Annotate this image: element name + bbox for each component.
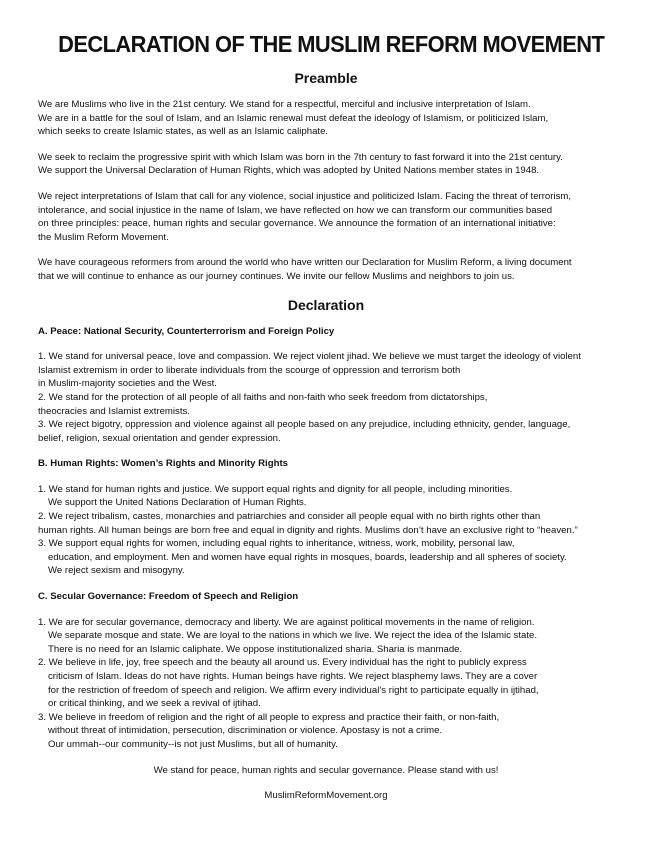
text-line: 2. We stand for the protection of all people of all faiths and non-faith who seek freedom from dictatorships, — [38, 391, 488, 403]
text-line: 1. We stand for human rights and justice. We support equal rights and dignity for all people, including minorities. — [38, 483, 513, 495]
text-line: Our ummah--our community--is not just Muslims, but all of humanity. — [48, 738, 338, 750]
text-line: on three principles: peace, human rights and secular governance. We announce the formation of an international initiative: — [38, 218, 556, 230]
text-line: We separate mosque and state. We are loyal to the nations in which we live. We reject the idea of the Islamic state. — [48, 630, 538, 642]
text-line: We seek to reclaim the progressive spirit with which Islam was born in the 7th century to fast forward it into the 21st century. — [38, 151, 563, 163]
text-line: in Muslim-majority societies and the West. — [38, 378, 217, 390]
text-line: for the restriction of freedom of speech and religion. We affirm every individual’s right to participate equally in ijtihad, — [48, 684, 539, 696]
text-line: There is no need for an Islamic caliphate. We oppose institutionalized sharia. Sharia is manmade. — [48, 643, 463, 655]
text-line: We support the Universal Declaration of Human Rights, which was adopted by United Nations member states in 1948. — [38, 165, 540, 177]
section-b-heading: B. Human Rights: Women’s Rights and Minority Rights — [38, 458, 288, 470]
section-a-heading: A. Peace: National Security, Counterterrorism and Foreign Policy — [38, 325, 335, 337]
text-line: 3. We believe in freedom of religion and the right of all people to express and practice their faith, or non-faith, — [38, 711, 500, 723]
preamble-paragraph-3 — [38, 190, 614, 244]
text-line: 2. We reject tribalism, castes, monarchies and patriarchies and consider all people equal with no birth rights other than — [38, 511, 541, 523]
section-a-list — [38, 350, 614, 445]
preamble-paragraph-4 — [38, 256, 614, 283]
text-line: 3. We reject bigotry, oppression and violence against all people based on any prejudice, including ethnicity, gender, language, — [38, 419, 571, 431]
text-line: 2. We believe in life, joy, free speech and the beauty all around us. Every individual has the right to publicly express — [38, 657, 527, 669]
text-line: intolerance, and social injustice in the name of Islam, we have reflected on how we can transform our communities based — [38, 204, 553, 216]
text-line: We have courageous reformers from around the world who have written our Declaration for Muslim Reform, a living document — [38, 257, 572, 269]
text-line: 1. We are for secular governance, democracy and liberty. We are against political movements in the name of religion. — [38, 616, 535, 628]
text-line: Islamist extremism in order to liberate individuals from the scourge of oppression and terrorism both — [38, 364, 461, 376]
text-line: that we will continue to enhance as our journey continues. We invite our fellow Muslims and neighbors to join us. — [38, 270, 515, 282]
preamble-paragraph-2 — [38, 151, 614, 178]
text-line: belief, religion, sexual orientation and gender expression. — [38, 432, 281, 444]
text-line: criticism of Islam. Ideas do not have rights. Human beings have rights. We reject blasphemy laws. They are a cover — [48, 671, 538, 682]
text-line: We reject interpretations of Islam that call for any violence, social injustice and politicized Islam. Facing the threat of terrorism, — [38, 190, 572, 202]
text-line: education, and employment. Men and women have equal rights in mosques, boards, leadership and all spheres of society. — [48, 551, 567, 563]
section-b-list — [38, 483, 614, 578]
text-line: We are in a battle for the soul of Islam, and an Islamic renewal must defeat the ideology of Islamism, or politicized Islam, — [38, 112, 549, 124]
text-line: We reject sexism and misogyny. — [48, 565, 185, 577]
website-link[interactable]: MuslimReformMovement.org — [264, 790, 388, 802]
declaration-heading: Declaration — [287, 296, 365, 313]
text-line: theocracies and Islamist extremists. — [38, 405, 190, 417]
preamble-heading: Preamble — [294, 70, 358, 86]
text-line: We are Muslims who live in the 21st century. We stand for a respectful, merciful and inclusive interpretation of Islam. — [38, 99, 531, 110]
text-line: 3. We support equal rights for women, including equal rights to inheritance, witness, work, mobility, personal law, — [38, 538, 515, 550]
preamble-paragraph-1 — [38, 98, 614, 139]
section-c-heading: C. Secular Governance: Freedom of Speech and Religion — [38, 591, 299, 603]
text-line: or critical thinking, and we seek a revival of ijtihad. — [48, 698, 261, 710]
document-title: DECLARATION OF THE MUSLIM REFORM MOVEMENT — [58, 31, 605, 57]
text-line: human rights. All human beings are born free and equal in dignity and rights. Muslims don’t have an exclusive right to “heaven.” — [38, 524, 578, 536]
text-line: which seeks to create Islamic states, as well as an Islamic caliphate. — [38, 126, 329, 138]
text-line: 1. We stand for universal peace, love and compassion. We reject violent jihad. We believe we must target the ideology of violent — [38, 351, 581, 363]
text-line: We support the United Nations Declaration of Human Rights. — [48, 497, 307, 509]
text-line: without threat of intimidation, persecution, discrimination or violence. Apostasy is not a crime. — [48, 725, 443, 737]
section-c-list — [38, 616, 614, 752]
text-line: the Muslim Reform Movement. — [38, 231, 169, 243]
closing-statement: We stand for peace, human rights and secular governance. Please stand with us! — [153, 764, 499, 776]
